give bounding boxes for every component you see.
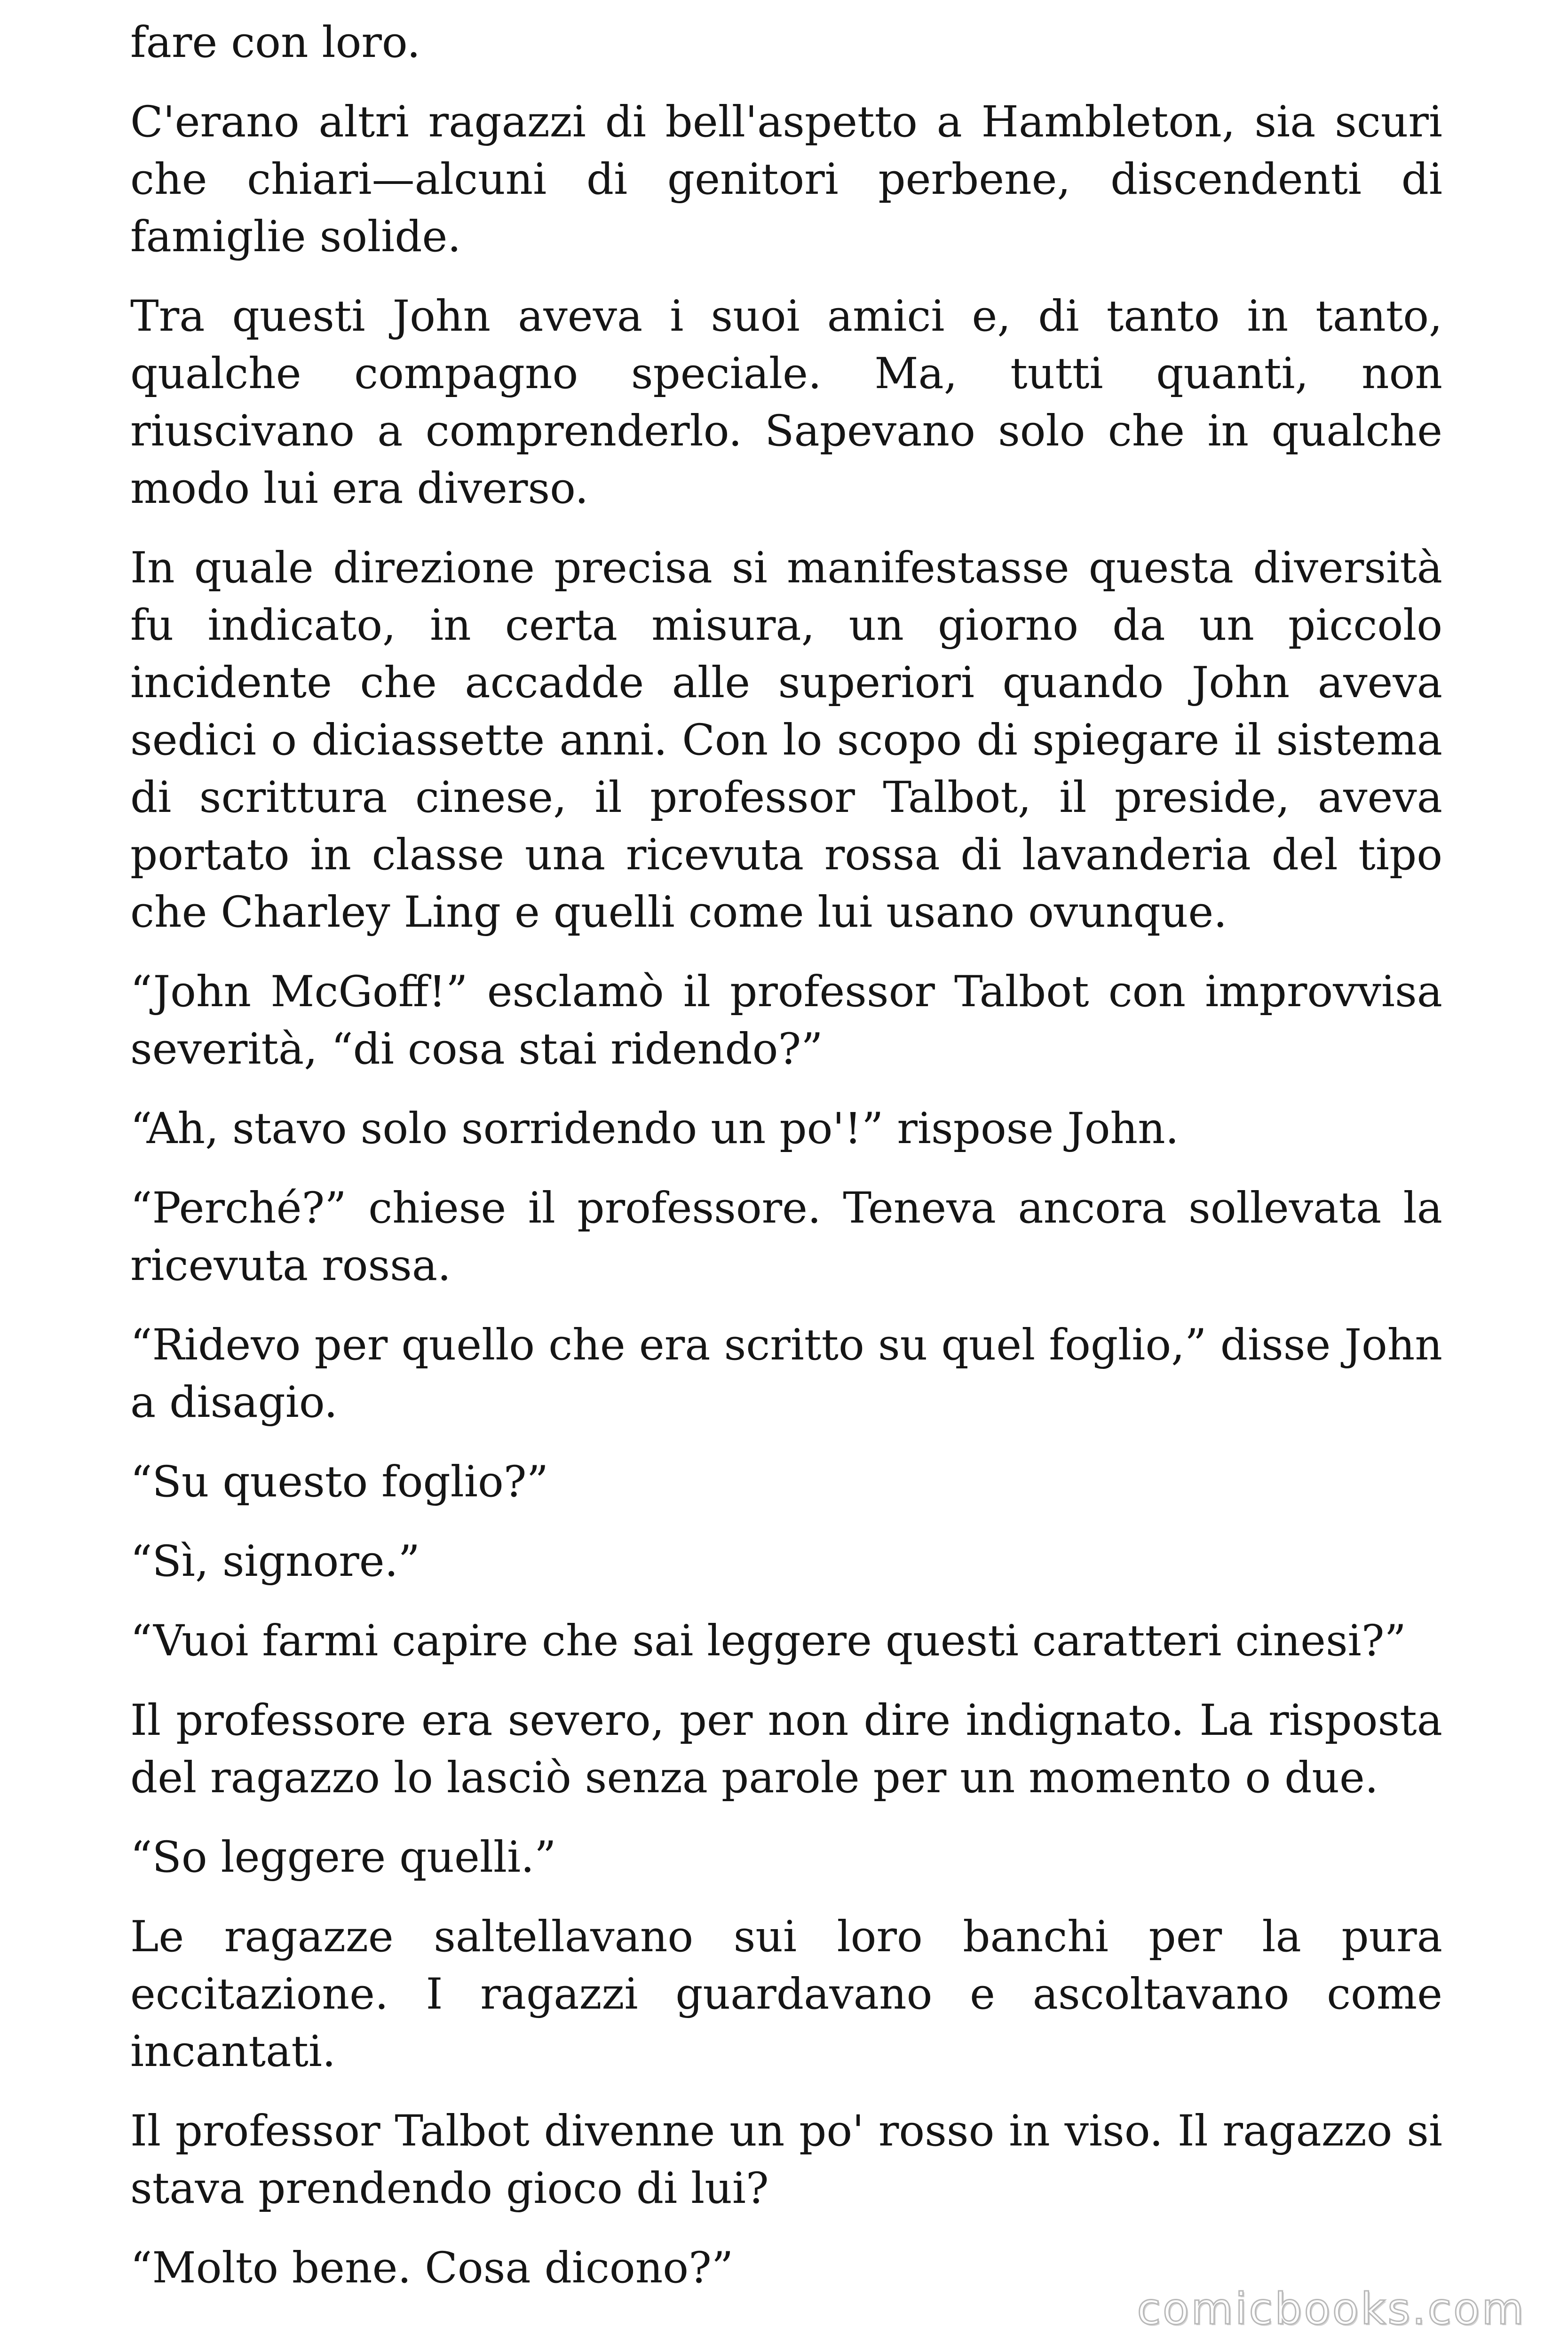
paragraph-4: In quale direzione precisa si manifestasse questa diversità fu indicato, in certa misura, un giorno da un piccolo incidente che accadde alle superiori quando John aveva sedici o diciassette anni. Con lo scopo di spiegare il sistema di scrittura cinese, il professor Talbot, il preside, aveva portato in classe una ricevuta rossa di lavanderia del tipo che Charley Ling e quelli come lui usano ovunque. — [130, 543, 1442, 937]
paragraph-5: “John McGoff!” esclamò il professor Talbot con improvvisa severità, “di cosa stai ridendo?” — [130, 967, 1442, 1074]
book-page-text — [130, 14, 1442, 2319]
paragraph-3: Tra questi John aveva i suoi amici e, di tanto in tanto, qualche compagno speciale. Ma, tutti quanti, non riuscivano a comprenderlo. Sapevano solo che in qualche modo lui era diverso. — [130, 292, 1442, 513]
paragraph-8: “Ridevo per quello che era scritto su quel foglio,” disse John a disagio. — [130, 1320, 1442, 1427]
paragraph-10: “Sì, signore.” — [130, 1537, 420, 1586]
paragraph-1: fare con loro. — [130, 18, 421, 67]
paragraph-13: “So leggere quelli.” — [130, 1833, 556, 1882]
paragraph-12: Il professore era severo, per non dire indignato. La risposta del ragazzo lo lasciò senza parole per un momento o due. — [130, 1696, 1442, 1803]
paragraph-16: “Molto bene. Cosa dicono?” — [130, 2243, 734, 2293]
paragraph-2: C'erano altri ragazzi di bell'aspetto a Hambleton, sia scuri che chiari—alcuni di genitori perbene, discendenti di famiglie solide. — [130, 97, 1442, 262]
watermark: comicbooks.com — [1137, 2284, 1526, 2334]
paragraph-7: “Perché?” chiese il professore. Teneva ancora sollevata la ricevuta rossa. — [130, 1184, 1442, 1290]
paragraph-15: Il professor Talbot divenne un po' rosso in viso. Il ragazzo si stava prendendo gioco di lui? — [130, 2106, 1442, 2213]
paragraph-14: Le ragazze saltellavano sui loro banchi per la pura eccitazione. I ragazzi guardavano e ascoltavano come incantati. — [130, 1912, 1442, 2076]
paragraph-11: “Vuoi farmi capire che sai leggere questi caratteri cinesi?” — [130, 1616, 1407, 1666]
paragraph-6: “Ah, stavo solo sorridendo un po'!” rispose John. — [130, 1104, 1179, 1153]
paragraph-9: “Su questo foglio?” — [130, 1457, 549, 1507]
